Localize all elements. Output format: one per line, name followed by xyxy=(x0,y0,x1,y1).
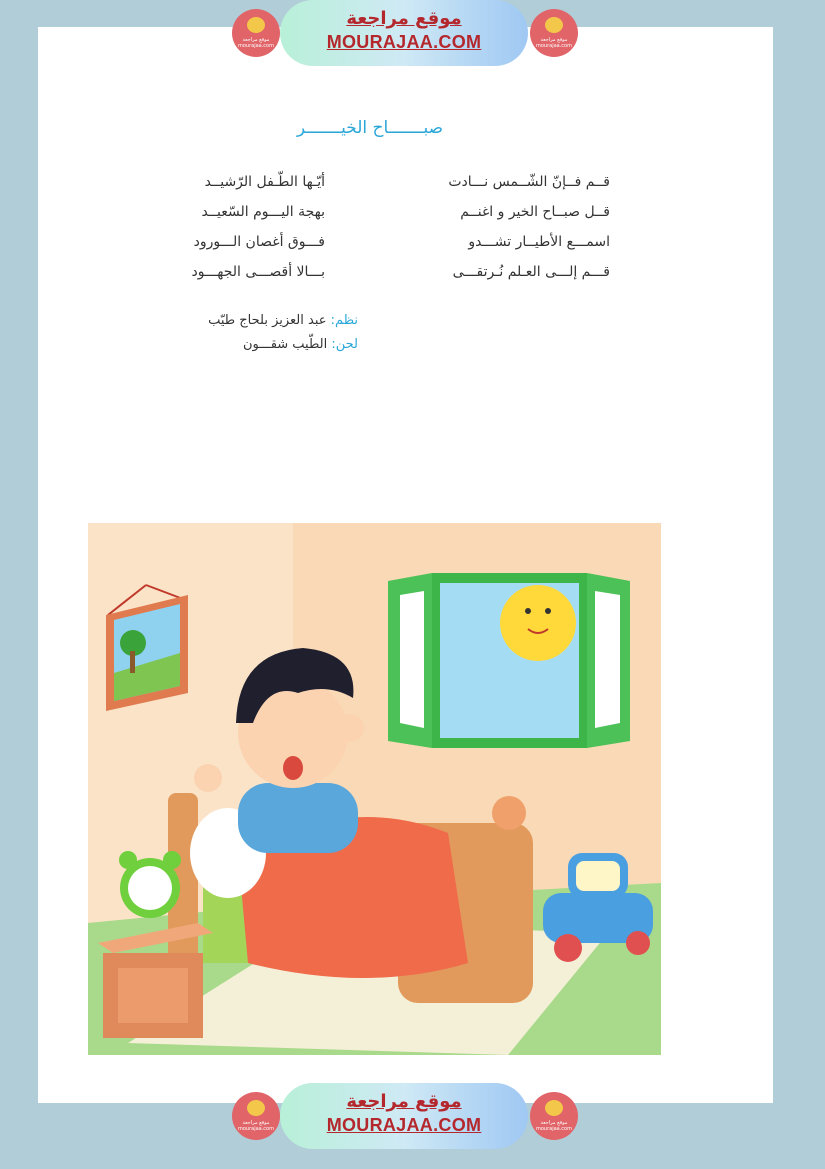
lyrics-label: نظم: xyxy=(330,313,358,328)
window xyxy=(388,573,630,748)
music-label: لحن: xyxy=(331,337,358,352)
site-name-pill[interactable] xyxy=(280,1083,528,1149)
logo-sun-icon xyxy=(247,1100,265,1116)
site-name-english[interactable]: MOURAJAA.COM xyxy=(326,1115,482,1135)
site-banner-bottom[interactable] xyxy=(232,1083,578,1149)
site-logo-badge xyxy=(530,9,578,57)
badge-text: موقع مراجعة mourajaa.com xyxy=(237,37,274,49)
lyrics-credit xyxy=(150,313,358,337)
alarm-clock xyxy=(119,851,181,918)
logo-sun-icon xyxy=(545,1100,563,1116)
badge-text: موقع مراجعة mourajaa.com xyxy=(237,1120,274,1132)
verse-first-half: قــل صبــاح الخير و اغنــم xyxy=(460,204,610,220)
verse-row xyxy=(140,264,610,294)
site-name-english[interactable]: MOURAJAA.COM xyxy=(326,32,482,52)
verse-row xyxy=(140,174,610,204)
bedroom-illustration xyxy=(88,523,661,1055)
verse-first-half: اسمـــع الأطيــار تشـــدو xyxy=(468,234,610,250)
verse-row xyxy=(140,204,610,234)
badge-text: موقع مراجعة mourajaa.com xyxy=(535,37,572,49)
music-credit xyxy=(150,337,358,361)
verse-second-half: فـــوق أغصان الـــورود xyxy=(193,234,325,250)
site-banner-top[interactable] xyxy=(232,0,578,66)
song-credits xyxy=(150,313,358,361)
lyrics-author: عبد العزيز بلحاج طيّب xyxy=(208,313,327,328)
verse-row xyxy=(140,234,610,264)
site-name-arabic[interactable]: موقع مراجعة xyxy=(346,8,462,29)
site-logo-badge xyxy=(232,9,280,57)
site-logo-badge xyxy=(530,1092,578,1140)
song-title: صبـــــــاح الخيـــــــر xyxy=(296,118,444,138)
music-composer: الطّيب شقـــون xyxy=(243,337,328,352)
poem-verses xyxy=(140,174,610,294)
verse-first-half: قـــم إلـــى العـلم نُـرتقـــى xyxy=(452,264,610,280)
site-name-pill[interactable] xyxy=(280,0,528,66)
site-logo-badge xyxy=(232,1092,280,1140)
logo-sun-icon xyxy=(247,17,265,33)
verse-second-half: أيّـها الطّـفل الرّشيــد xyxy=(204,174,325,190)
verse-second-half: بـــالا أقصـــى الجهـــود xyxy=(191,264,325,280)
logo-sun-icon xyxy=(545,17,563,33)
badge-text: موقع مراجعة mourajaa.com xyxy=(535,1120,572,1132)
site-name-arabic[interactable]: موقع مراجعة xyxy=(346,1091,462,1112)
verse-second-half: بهجة اليـــوم السّعيــد xyxy=(201,204,325,220)
verse-first-half: قــم فــإنّ الشّــمس نـــادت xyxy=(448,174,610,190)
sun xyxy=(500,585,576,661)
